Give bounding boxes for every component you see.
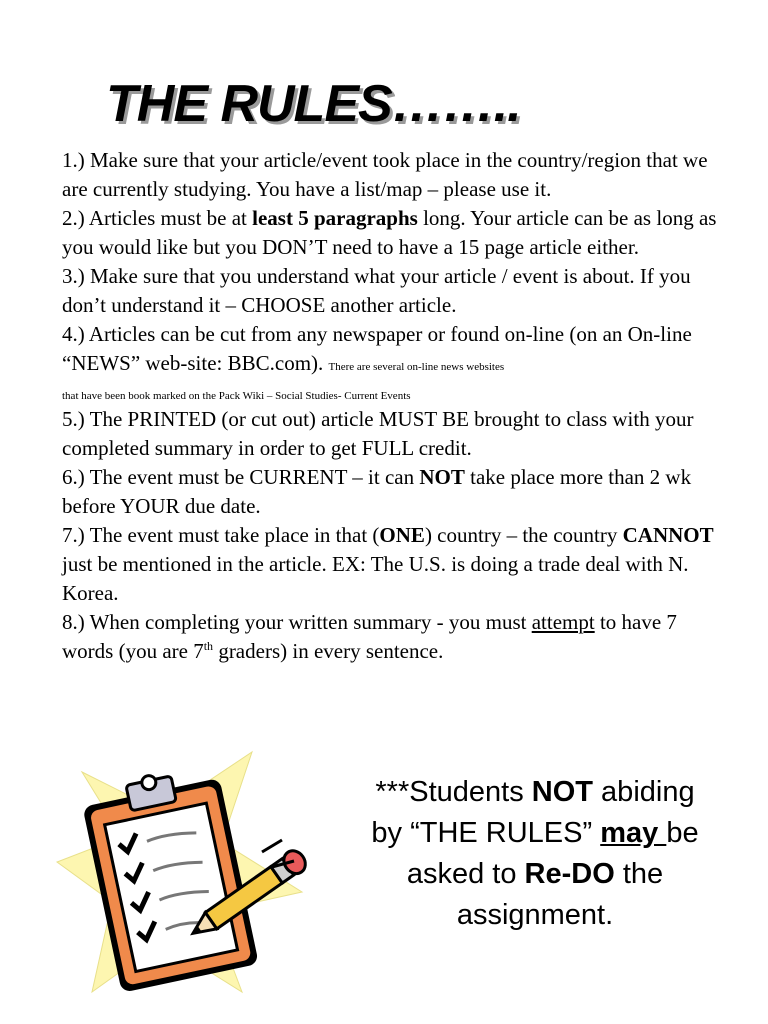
rule-2-text-end: long. Your article can be as long as you would like but you DON’T need to have a 15 page article either. <box>62 206 717 259</box>
rule-7 <box>62 521 722 608</box>
rule-8 <box>62 608 722 666</box>
rule-8-text-c: graders) in every sentence. <box>213 639 444 663</box>
rule-6-text: 6.) The event must be CURRENT – it can <box>62 465 420 489</box>
rule-4-note-b: that have been book marked on the Pack Wiki – Social Studies- Current Events <box>62 390 411 402</box>
warning-text-b: abiding by “THE RULES” <box>371 776 695 849</box>
rule-8-text-b: to have 7 words (you are 7 <box>62 610 677 663</box>
rule-1: 1.) Make sure that your article/event took place in the country/region that we are currently studying. You have a list/map – please use it. <box>62 148 708 201</box>
warning-text-d: the assignment. <box>456 858 664 931</box>
rule-2-emphasis: least 5 paragraphs <box>252 206 418 230</box>
rule-6-emphasis: NOT <box>419 465 465 489</box>
rule-8-superscript: th <box>203 639 214 653</box>
rule-4 <box>62 320 722 407</box>
rule-6 <box>62 463 722 521</box>
rule-7-text-c: just be mentioned in the article. EX: The U.S. is doing a trade deal with N. Korea. <box>62 552 689 605</box>
rule-7-emphasis-cannot: CANNOT <box>622 523 714 547</box>
rule-3: 3.) Make sure that you understand what your article / event is about. If you don’t understand it – CHOOSE another article. <box>62 264 691 317</box>
rule-2-text: 2.) Articles must be at <box>62 206 253 230</box>
rule-8-text-a: 8.) When completing your written summary - you must <box>62 610 532 634</box>
rule-4-note-a: There are several on-line news websites <box>328 361 505 373</box>
clipboard-checklist-pencil-icon <box>52 742 314 1004</box>
rule-7-text-a: 7.) The event must take place in that ( <box>62 523 380 547</box>
rule-4-text: 4.) Articles can be cut from any newspaper or found on-line (on an On-line “NEWS” web-site: BBC.com). <box>62 322 692 375</box>
rule-6-text-end: take place more than 2 wk before YOUR due date. <box>62 465 692 518</box>
rule-7-text-b: ) country – the country <box>424 523 623 547</box>
warning-note <box>370 772 700 936</box>
warning-text-c: be asked to <box>406 817 699 890</box>
rule-8-underline: attempt <box>531 610 595 634</box>
page-title: THE RULES…….. <box>106 75 521 133</box>
warning-emphasis-may: may <box>600 817 667 849</box>
rule-7-emphasis-one: ONE <box>379 523 425 547</box>
warning-emphasis-not: NOT <box>531 776 593 808</box>
rule-2 <box>62 204 722 262</box>
rules-list <box>62 146 722 666</box>
rule-5: 5.) The PRINTED (or cut out) article MUST BE brought to class with your completed summary in order to get FULL credit. <box>62 407 694 460</box>
warning-emphasis-redo: Re-DO <box>524 858 615 890</box>
warning-text-a: ***Students <box>375 776 532 808</box>
